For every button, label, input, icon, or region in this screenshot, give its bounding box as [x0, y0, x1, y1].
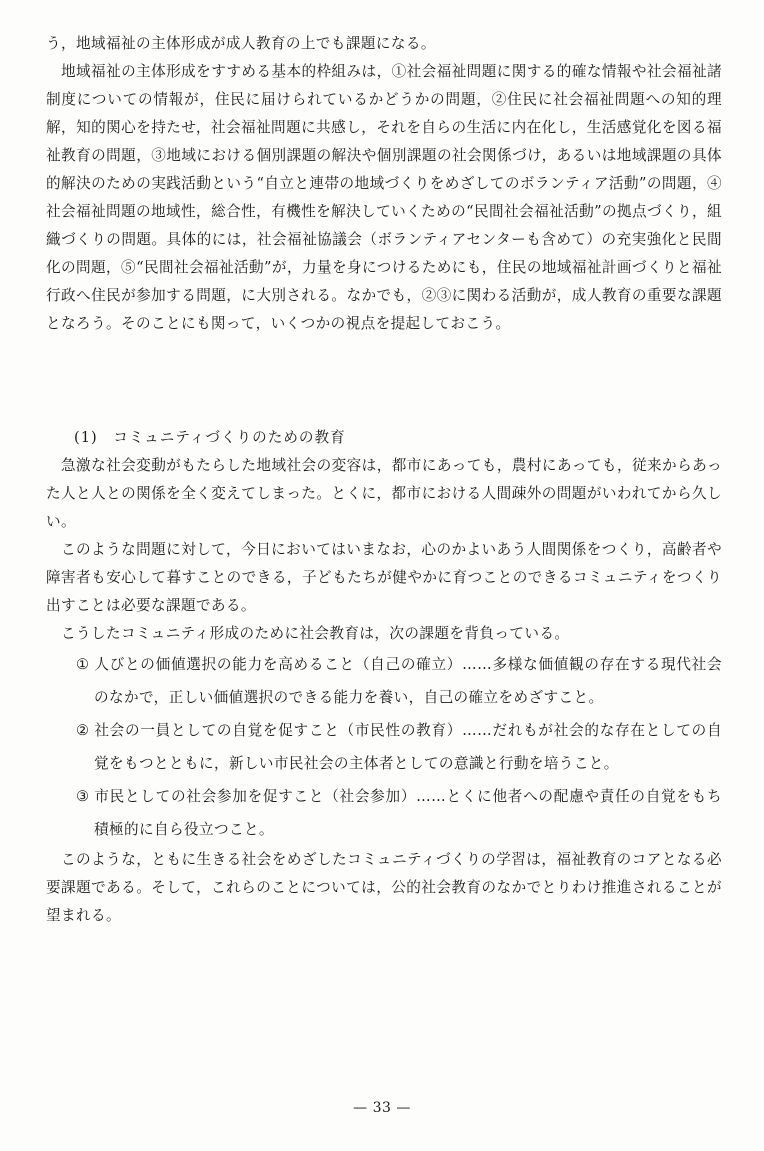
list-item-text: 市民としての社会参加を促すこと（社会参加）……とくに他者への配慮や責任の自覚をもち積極的に自ら役立つこと。 [94, 788, 722, 838]
paragraph-conclusion: このような，ともに生きる社会をめざしたコミュニティづくりの学習は，福祉教育のコアとなる必要課題である。そして，これらのことについては，公的社会教育のなかでとりわけ推進されることが望まれる。 [46, 851, 722, 924]
paragraph-social-change: 急激な社会変動がもたらした地域社会の変容は，都市にあっても，農村にあっても，従来からあった人と人との関係を全く変えてしまった。とくに，都市における人間疎外の問題がいわれてから久しい。 [46, 457, 722, 530]
list-item-text: 社会の一員としての自覚を促すこと（市民性の教育）……だれもが社会的な存在としての自覚をもつとともに，新しい市民社会の主体者としての意識と行動を培うこと。 [94, 722, 722, 772]
list-item-text: 人びとの価値選択の能力を高めること（自己の確立）……多様な価値観の存在する現代社会のなかで，正しい価値選択のできる能力を養い，自己の確立をめざすこと。 [94, 656, 722, 706]
paragraph-community-need: このような問題に対して，今日においてはいまなお，心のかよいあう人間関係をつくり，高齢者や障害者も安心して暮すことのできる，子どもたちが健やかに育つことのできるコミュニティをつくり出すことは必要な課題である。 [46, 541, 722, 614]
section-heading: (1) コミュニティづくりのための教育 [74, 429, 346, 446]
list-item-number: ① [76, 656, 90, 673]
list-item [46, 780, 722, 846]
section-intro [46, 30, 722, 338]
list-item-number: ② [76, 722, 90, 739]
list-item [46, 648, 722, 714]
paragraph-continuation: う，地域福祉の主体形成が成人教育の上でも課題になる。 [46, 35, 436, 52]
list-item-number: ③ [76, 788, 90, 805]
list-item [46, 714, 722, 780]
section-community [46, 424, 722, 930]
page-number: — 33 — [353, 1100, 411, 1116]
paragraph-framework: 地域福祉の主体形成をすすめる基本的枠組みは，①社会福祉問題に関する的確な情報や社会福祉諸制度についての情報が，住民に届けられているかどうかの問題，②住民に社会福祉問題への知的理解，知的関心を持たせ，社会福祉問題に共感し，それを自らの生活に内在化し，生活感覚化を図る福祉教育の問題，③地域における個別課題の解決や個別課題の社会関係づけ，あるいは地域課題の具体的解決のための実践活動という“自立と連帯の地域づくりをめざしてのボランティア活動”の問題，④社会福祉問題の地域性，総合性，有機性を解決していくための“民間社会福祉活動”の拠点づくり，組織づくりの問題。具体的には，社会福祉協議会（ボランティアセンターも含めて）の充実強化と民間化の問題，⑤“民間社会福祉活動”が，力量を身につけるためにも，住民の地域福祉計画づくりと福祉行政へ住民が参加する問題，に大別される。なかでも，②③に関わる活動が，成人教育の重要な課題となろう。そのことにも関って，いくつかの視点を提起しておこう。 [46, 63, 722, 332]
paragraph-tasks-intro: こうしたコミュニティ形成のために社会教育は，次の課題を背負っている。 [61, 625, 570, 642]
